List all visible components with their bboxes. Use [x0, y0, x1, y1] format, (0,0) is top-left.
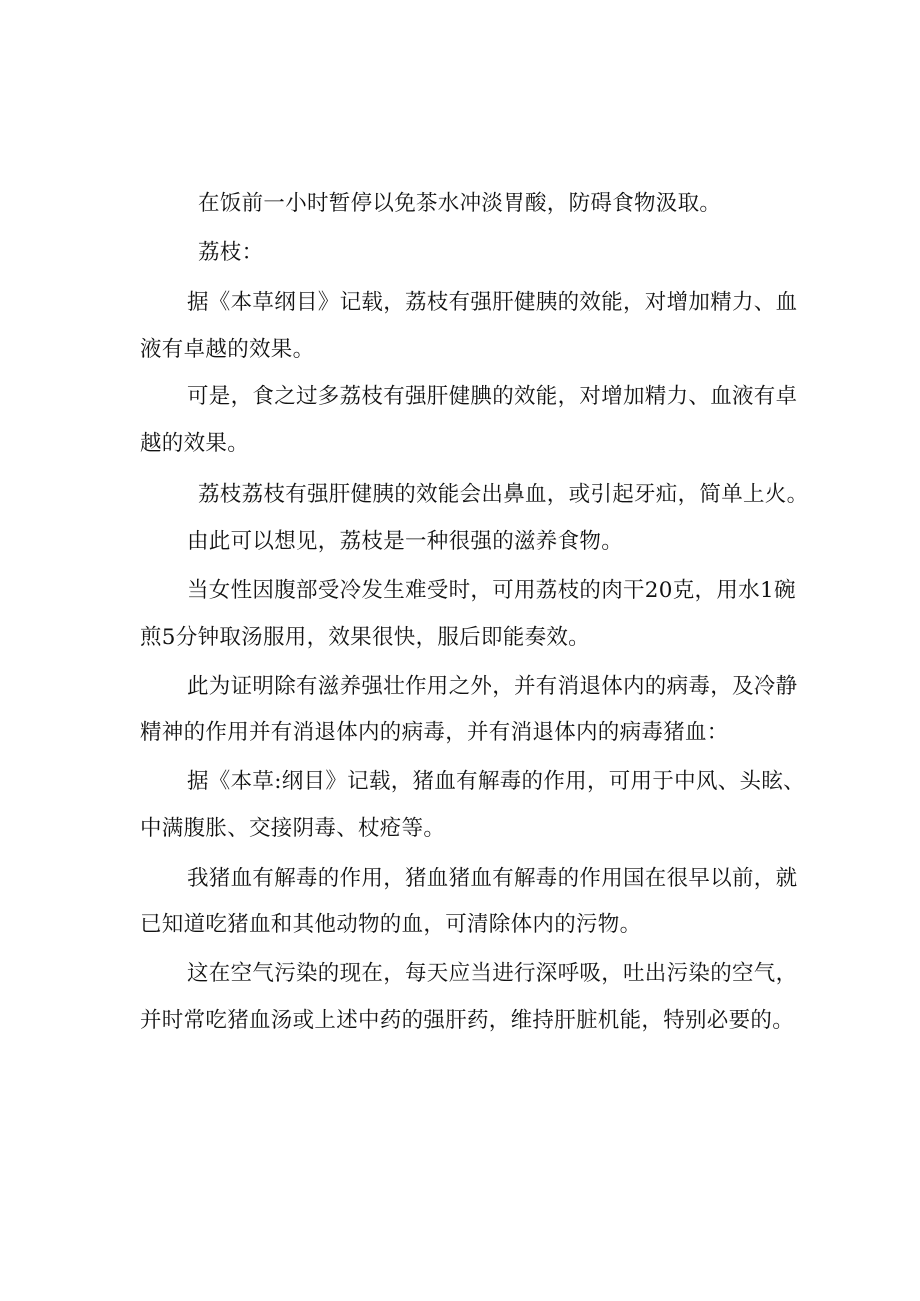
paragraph-4-line-2: 越的效果。 [140, 431, 250, 456]
paragraph-11-line-2: 并时常吃猪血汤或上述中药的强肝药，维持肝脏机能，特别必要的。 [140, 1008, 795, 1033]
paragraph-7-line-2: 煎5分钟取汤服用，效果很快，服后即能奏效。 [140, 625, 590, 650]
paragraph-6-line-1: 由此可以想见，荔枝是一种很强的滋养食物。 [187, 529, 624, 554]
paragraph-4-line-1: 可是，食之过多荔枝有强肝健腆的效能，对增加精力、血液有卓 [187, 384, 798, 409]
paragraph-2-line-1: 荔枝： [198, 240, 264, 265]
paragraph-10-line-2: 已知道吃猪血和其他动物的血，可清除体内的污物。 [140, 912, 642, 937]
paragraph-5-line-1: 荔枝荔枝有强肝健胰的效能会出鼻血，或引起牙疝，简单上火。 [198, 482, 809, 507]
paragraph-7-line-1: 当女性因腹部受冷发生难受时，可用荔枝的肉干20克，用水1碗 [187, 578, 796, 603]
paragraph-9-line-1: 据《本草:纲目》记载，猪血有解毒的作用，可用于中风、头眩、 [187, 769, 805, 794]
paragraph-3-line-2: 液有卓越的效果。 [140, 337, 315, 362]
paragraph-9-line-2: 中满腹胀、交接阴毒、杖疮等。 [140, 816, 446, 841]
paragraph-8-line-1: 此为证明除有滋养强壮作用之外，并有消退体内的病毒，及冷静 [187, 674, 798, 699]
paragraph-11-line-1: 这在空气污染的现在，每天应当进行深呼吸，吐出污染的空气， [187, 961, 798, 986]
paragraph-8-line-2: 精神的作用并有消退体内的病毒，并有消退体内的病毒猪血： [140, 720, 729, 745]
paragraph-10-line-1: 我猪血有解毒的作用，猪血猪血有解毒的作用国在很早以前，就 [187, 866, 798, 891]
paragraph-1-line-1: 在饭前一小时暂停以免茶水冲淡胃酸，防碍食物汲取。 [198, 191, 722, 216]
paragraph-3-line-1: 据《本草纲目》记载，荔枝有强肝健胰的效能，对增加精力、血 [187, 290, 798, 315]
